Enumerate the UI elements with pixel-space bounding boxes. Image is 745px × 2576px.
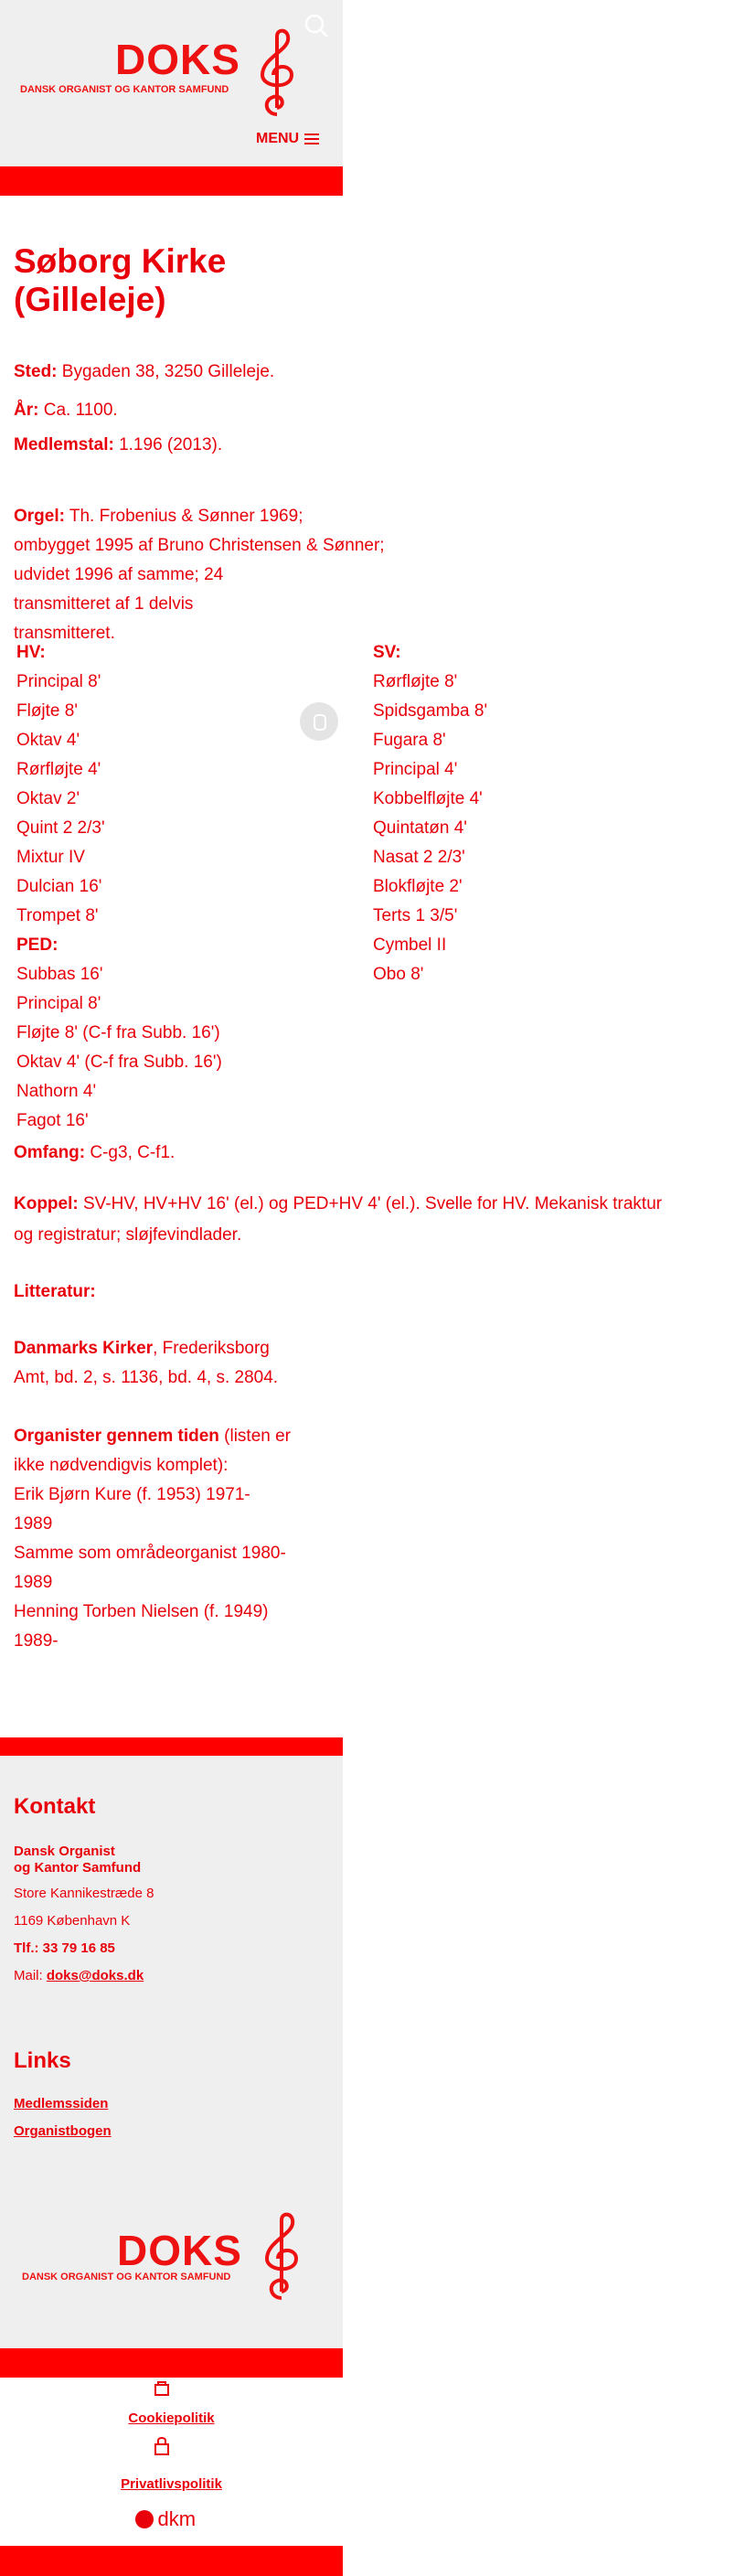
aar-line (14, 401, 118, 421)
orgel-value-1: Th. Frobenius & Sønner 1969; (64, 507, 303, 526)
page-title-line1: Søborg Kirke (14, 242, 227, 280)
sv-stop: Nasat 2 2/3' (373, 848, 465, 867)
medlemstal-label: Medlemstal: (14, 435, 114, 454)
footer-org-line-1: Dansk Organist (14, 1844, 115, 1859)
bottom-red-bar (0, 2546, 343, 2576)
organist-entry: Samme som områdeorganist 1980- (14, 1544, 286, 1563)
footer-mail-link[interactable]: doks@doks.dk (46, 1968, 144, 1983)
hv-stop: Principal 8' (16, 672, 101, 691)
dkm-circle-icon (135, 2510, 154, 2528)
scroll-indicator-icon[interactable] (300, 702, 338, 741)
footer-logo[interactable] (18, 2211, 320, 2303)
litteratur-label (14, 1282, 96, 1302)
ped-stop: Nathorn 4' (16, 1082, 97, 1101)
sv-stop: Rørfløjte 8' (373, 672, 458, 691)
litteratur-rest-1: , Frederiksborg (153, 1339, 270, 1358)
organister-line-2: ikke nødvendigvis komplet): (14, 1456, 229, 1475)
footer-mail (14, 1968, 144, 1984)
footer-phone[interactable]: Tlf.: 33 79 16 85 (14, 1940, 115, 1956)
sv-stop: Blokfløjte 2' (373, 877, 463, 896)
orgel-label: Orgel: (14, 507, 65, 526)
organister-label: Organister gennem tiden (14, 1427, 219, 1446)
omfang-value: C-g3, C-f1. (85, 1143, 176, 1162)
organister-line-1 (14, 1427, 291, 1447)
organist-entry: 1989- (14, 1631, 59, 1651)
orgel-line-5: transmitteret. (14, 624, 115, 643)
footer-logo-sub-og: OG (113, 2271, 135, 2282)
koppel-label: Koppel: (14, 1194, 79, 1213)
link-medlemssiden[interactable]: Medlemssiden (14, 2096, 109, 2111)
cookie-policy-link[interactable]: Cookiepolitik (128, 2410, 215, 2426)
footer-mail-label: Mail: (14, 1968, 47, 1983)
hv-stop: Fløjte 8' (16, 701, 78, 721)
hv-stop: Dulcian 16' (16, 877, 102, 896)
medlemstal-value: 1.196 (2013). (113, 435, 223, 454)
sv-stop: Fugara 8' (373, 731, 446, 750)
orgel-line-2: ombygget 1995 af Bruno Christensen & Sønner; (14, 536, 385, 555)
privacy-policy-link[interactable]: Privatlivspolitik (121, 2476, 222, 2492)
sv-stop-list (373, 638, 487, 989)
page-title (14, 242, 226, 319)
footer-bottom-red-bar (0, 2348, 343, 2378)
aar-value: Ca. 1100. (38, 401, 118, 420)
footer-org-line-2: og Kantor Samfund (14, 1860, 142, 1876)
link-organistbogen[interactable]: Organistbogen (14, 2123, 112, 2139)
lock-icon (153, 2436, 171, 2456)
koppel-line-2: og registratur; sløjfevindlader. (14, 1225, 242, 1245)
orgel-line-4: transmitteret af 1 delvis (14, 594, 194, 614)
links-heading: Links (14, 2048, 71, 2073)
hv-stop: Trompet 8' (16, 906, 99, 925)
litteratur-label-text: Litteratur: (14, 1282, 96, 1301)
sv-stop: Spidsgamba 8' (373, 701, 488, 721)
dkm-logo[interactable] (135, 2507, 196, 2531)
sv-stop: Terts 1 3/5' (373, 906, 458, 925)
hv-stop: Oktav 2' (16, 789, 80, 808)
ped-stop: Principal 8' (16, 994, 101, 1013)
sv-stop: Principal 4' (373, 760, 458, 779)
hv-stop: Quint 2 2/3' (16, 818, 105, 838)
litteratur-line-1 (14, 1339, 270, 1359)
sv-stop: Quintatøn 4' (373, 818, 467, 838)
logo-sub-pre: DANSK (20, 84, 59, 95)
sv-stop: Kobbelfløjte 4' (373, 789, 483, 808)
hv-stop-list (16, 638, 222, 1136)
organist-entry: Erik Bjørn Kure (f. 1953) 1971- (14, 1485, 250, 1504)
kontakt-heading: Kontakt (14, 1794, 96, 1819)
site-footer (0, 1756, 343, 2359)
hv-stop: Oktav 4' (16, 731, 80, 750)
sv-label: SV: (373, 643, 401, 662)
footer-logo-sub-organist: ORGANIST (60, 2271, 114, 2282)
hv-stop: Mixtur IV (16, 848, 85, 867)
litteratur-title: Danmarks Kirker (14, 1339, 154, 1358)
ped-stop: Fløjte 8' (C-f fra Subb. 16') (16, 1023, 220, 1042)
page-title-line2: (Gilleleje) (14, 281, 166, 318)
footer-treble-clef-icon (254, 2211, 309, 2303)
footer-logo-sub-kantor: KANTOR (134, 2271, 178, 2282)
search-icon[interactable] (303, 13, 329, 38)
footer-logo-sub-pre: DANSK (22, 2271, 61, 2282)
header-red-bar (0, 166, 343, 196)
menu-button[interactable] (256, 131, 319, 147)
footer-logo-word: DOKS (117, 2227, 242, 2274)
koppel-value-1: SV-HV, HV+HV 16' (el.) og PED+HV 4' (el.). Svelle for HV. Mekanisk traktur (78, 1194, 663, 1213)
organist-entry: 1989 (14, 1514, 53, 1534)
ped-stop: Subbas 16' (16, 965, 103, 984)
logo-word: DOKS (115, 36, 240, 83)
koppel-line-1 (14, 1194, 662, 1214)
logo-sub-og: OG (112, 84, 133, 95)
hv-stop: Rørfløjte 4' (16, 760, 101, 779)
dkm-label: dkm (157, 2507, 197, 2530)
hamburger-icon (304, 134, 319, 144)
aar-label: År: (14, 401, 39, 420)
medlemstal-line (14, 435, 222, 455)
sted-value: Bygaden 38, 3250 Gilleleje. (57, 362, 275, 381)
sv-stop: Cymbel II (373, 935, 447, 955)
ped-stop: Fagot 16' (16, 1111, 89, 1130)
omfang-label: Omfang: (14, 1143, 86, 1162)
site-header (0, 0, 343, 166)
ped-label: PED: (16, 935, 59, 955)
organist-entry: Henning Torben Nielsen (f. 1949) (14, 1602, 269, 1621)
menu-label: MENU (256, 131, 300, 146)
footer-address-1: Store Kannikestræde 8 (14, 1886, 154, 1901)
ped-stop: Oktav 4' (C-f fra Subb. 16') (16, 1053, 222, 1072)
organist-entry: 1989 (14, 1573, 53, 1592)
sted-line (14, 362, 274, 382)
footer-logo-sub-samfund: SAMFUND (177, 2271, 231, 2282)
sv-stop: Obo 8' (373, 965, 424, 984)
logo-sub-kantor: KANTOR (133, 84, 176, 95)
logo-sub-organist: ORGANIST (59, 84, 112, 95)
hv-label: HV: (16, 643, 46, 662)
treble-clef-icon (250, 27, 304, 119)
logo-sub-samfund: SAMFUND (176, 84, 229, 95)
cookie-icon (153, 2379, 171, 2398)
organister-intro-1: (listen er (218, 1427, 292, 1446)
omfang-line (14, 1143, 175, 1163)
site-logo[interactable] (16, 27, 318, 119)
footer-address-2: 1169 København K (14, 1913, 131, 1929)
sted-label: Sted: (14, 362, 58, 381)
orgel-line-3: udvidet 1996 af samme; 24 (14, 565, 224, 584)
orgel-line-1 (14, 507, 303, 527)
litteratur-line-2: Amt, bd. 2, s. 1136, bd. 4, s. 2804. (14, 1368, 279, 1387)
